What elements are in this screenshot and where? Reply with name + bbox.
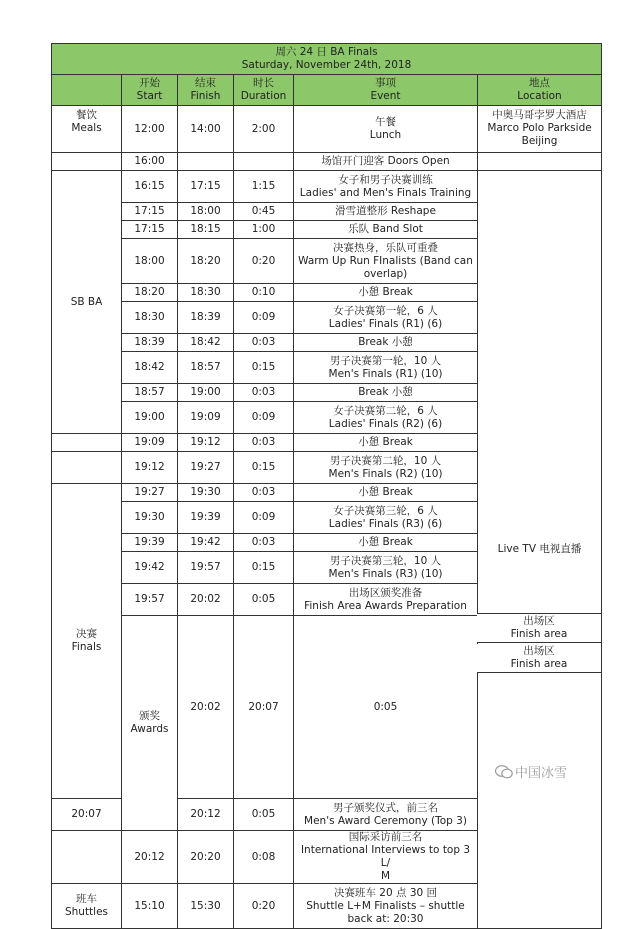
duration-cell: 0:20 bbox=[234, 239, 294, 284]
event-cell: 滑雪道整形 Reshape bbox=[294, 203, 478, 221]
duration-cell: 0:03 bbox=[234, 384, 294, 402]
table-row bbox=[52, 153, 602, 171]
event-cell: 女子和男子决赛训练 Ladies' and Men's Finals Training bbox=[294, 171, 478, 203]
finish-cell: 19:27 bbox=[178, 452, 234, 484]
start-cell: 18:20 bbox=[122, 284, 178, 302]
duration-cell: 0:15 bbox=[234, 452, 294, 484]
finish-cell: 19:12 bbox=[178, 434, 234, 452]
title-en: Saturday, November 24th, 2018 bbox=[241, 59, 412, 71]
start-cell: 19:09 bbox=[122, 434, 178, 452]
finish-cell: 19:57 bbox=[178, 552, 234, 584]
location-finish-1: 出场区 Finish area bbox=[477, 613, 601, 643]
location-empty bbox=[478, 153, 602, 171]
duration-cell: 0:03 bbox=[234, 434, 294, 452]
location-hotel: 中奥马哥孛罗大酒店 Marco Polo Parkside Beijing bbox=[478, 106, 602, 153]
duration-cell: 0:05 bbox=[234, 799, 294, 831]
start-cell: 19:12 bbox=[122, 452, 178, 484]
finish-cell: 18:15 bbox=[178, 221, 234, 239]
group-empty bbox=[52, 434, 122, 452]
duration-cell: 0:09 bbox=[234, 402, 294, 434]
group-sbba: SB BA bbox=[52, 171, 122, 434]
event-cell: 乐队 Band Slot bbox=[294, 221, 478, 239]
finish-cell: 19:00 bbox=[178, 384, 234, 402]
start-cell: 18:30 bbox=[122, 302, 178, 334]
title-cn: 周六 24 日 BA Finals bbox=[275, 46, 378, 58]
group-shuttles: 班车 Shuttles bbox=[52, 884, 122, 929]
duration-cell: 0:05 bbox=[234, 584, 294, 616]
finish-cell: 18:00 bbox=[178, 203, 234, 221]
event-cell: 场馆开门迎客 Doors Open bbox=[294, 153, 478, 171]
event-cell: 决赛班车 20 点 30 回 Shuttle L+M Finalists – shuttle back at: 20:30 bbox=[294, 884, 478, 929]
duration-header: 时长 Duration bbox=[234, 75, 294, 106]
finish-cell: 18:42 bbox=[178, 334, 234, 352]
location-header: 地点 Location bbox=[478, 75, 602, 106]
group-finals: 决赛 Finals bbox=[52, 484, 122, 799]
start-cell: 18:42 bbox=[122, 352, 178, 384]
group-empty bbox=[52, 831, 122, 884]
finish-cell: 19:42 bbox=[178, 534, 234, 552]
finish-cell: 18:20 bbox=[178, 239, 234, 284]
duration-cell: 1:00 bbox=[234, 221, 294, 239]
group-awards: 颁奖 Awards bbox=[122, 616, 178, 831]
duration-cell: 0:05 bbox=[294, 616, 478, 799]
schedule-table bbox=[51, 43, 602, 929]
finish-header: 结束 Finish bbox=[178, 75, 234, 106]
event-cell: Break 小憩 bbox=[294, 334, 478, 352]
group-empty bbox=[52, 153, 122, 171]
finish-cell: 18:57 bbox=[178, 352, 234, 384]
finish-cell: 15:30 bbox=[178, 884, 234, 929]
start-cell: 20:02 bbox=[178, 616, 234, 799]
duration-cell: 1:15 bbox=[234, 171, 294, 203]
event-cell: 女子决赛第三轮，6 人 Ladies' Finals (R3) (6) bbox=[294, 502, 478, 534]
duration-cell: 0:10 bbox=[234, 284, 294, 302]
duration-cell: 0:45 bbox=[234, 203, 294, 221]
event-cell: 女子决赛第一轮，6 人 Ladies' Finals (R1) (6) bbox=[294, 302, 478, 334]
table-row bbox=[52, 171, 602, 203]
event-cell: 男子决赛第二轮，10 人 Men's Finals (R2) (10) bbox=[294, 452, 478, 484]
start-cell: 19:42 bbox=[122, 552, 178, 584]
duration-cell: 0:09 bbox=[234, 302, 294, 334]
start-cell: 20:12 bbox=[122, 831, 178, 884]
event-cell: 小憩 Break bbox=[294, 534, 478, 552]
column-header-row bbox=[52, 75, 602, 106]
start-cell: 19:00 bbox=[122, 402, 178, 434]
duration-cell: 0:03 bbox=[234, 334, 294, 352]
duration-cell: 2:00 bbox=[234, 106, 294, 153]
event-cell: 出场区颁奖准备 Finish Area Awards Preparation bbox=[294, 584, 478, 616]
duration-cell: 0:08 bbox=[234, 831, 294, 884]
event-cell: 午餐 Lunch bbox=[294, 106, 478, 153]
duration-cell: 0:09 bbox=[234, 502, 294, 534]
finish-cell bbox=[178, 153, 234, 171]
start-cell: 20:07 bbox=[52, 799, 122, 831]
finish-cell: 20:07 bbox=[234, 616, 294, 799]
group-meals: 餐饮 Meals bbox=[52, 106, 122, 153]
start-cell: 19:27 bbox=[122, 484, 178, 502]
watermark: 中国冰雪 bbox=[515, 766, 568, 781]
duration-cell: 0:03 bbox=[234, 484, 294, 502]
title-row bbox=[52, 44, 602, 75]
start-cell: 16:00 bbox=[122, 153, 178, 171]
location-finish-2: 出场区 Finish area bbox=[477, 644, 601, 673]
table-title bbox=[52, 44, 602, 75]
location-livetv: Live TV 电视直播 bbox=[478, 171, 602, 929]
start-cell: 17:15 bbox=[122, 221, 178, 239]
event-cell: 小憩 Break bbox=[294, 484, 478, 502]
finish-cell: 17:15 bbox=[178, 171, 234, 203]
duration-cell: 0:03 bbox=[234, 534, 294, 552]
event-cell: 小憩 Break bbox=[294, 434, 478, 452]
finish-cell: 19:39 bbox=[178, 502, 234, 534]
event-cell: 决赛热身，乐队可重叠 Warm Up Run FInalists (Band can overlap) bbox=[294, 239, 478, 284]
start-cell: 12:00 bbox=[122, 106, 178, 153]
event-cell: 国际采访前三名 International Interviews to top 3 L/ M bbox=[294, 831, 478, 884]
finish-cell: 19:09 bbox=[178, 402, 234, 434]
wechat-icon bbox=[495, 764, 513, 783]
finish-cell: 18:30 bbox=[178, 284, 234, 302]
start-cell: 19:30 bbox=[122, 502, 178, 534]
start-cell: 18:39 bbox=[122, 334, 178, 352]
event-cell: 男子决赛第一轮，10 人 Men's Finals (R1) (10) bbox=[294, 352, 478, 384]
table-row bbox=[52, 106, 602, 153]
duration-cell: 0:20 bbox=[234, 884, 294, 929]
duration-cell bbox=[234, 153, 294, 171]
start-cell: 16:15 bbox=[122, 171, 178, 203]
event-cell: 小憩 Break bbox=[294, 284, 478, 302]
start-cell: 18:57 bbox=[122, 384, 178, 402]
group-empty bbox=[52, 452, 122, 484]
event-cell: Break 小憩 bbox=[294, 384, 478, 402]
finish-cell: 20:12 bbox=[178, 799, 234, 831]
start-cell: 19:57 bbox=[122, 584, 178, 616]
event-cell: 男子决赛第三轮，10 人 Men's Finals (R3) (10) bbox=[294, 552, 478, 584]
start-cell: 15:10 bbox=[122, 884, 178, 929]
event-header: 事项 Event bbox=[294, 75, 478, 106]
start-cell: 17:15 bbox=[122, 203, 178, 221]
start-cell: 19:39 bbox=[122, 534, 178, 552]
group-column-header bbox=[52, 75, 122, 106]
finish-cell: 14:00 bbox=[178, 106, 234, 153]
finish-cell: 20:20 bbox=[178, 831, 234, 884]
event-cell: 男子颁奖仪式，前三名 Men's Award Ceremony (Top 3) bbox=[294, 799, 478, 831]
start-cell: 18:00 bbox=[122, 239, 178, 284]
finish-cell: 19:30 bbox=[178, 484, 234, 502]
event-cell: 女子决赛第二轮，6 人 Ladies' Finals (R2) (6) bbox=[294, 402, 478, 434]
finish-cell: 18:39 bbox=[178, 302, 234, 334]
start-header: 开始 Start bbox=[122, 75, 178, 106]
finish-cell: 20:02 bbox=[178, 584, 234, 616]
duration-cell: 0:15 bbox=[234, 552, 294, 584]
duration-cell: 0:15 bbox=[234, 352, 294, 384]
